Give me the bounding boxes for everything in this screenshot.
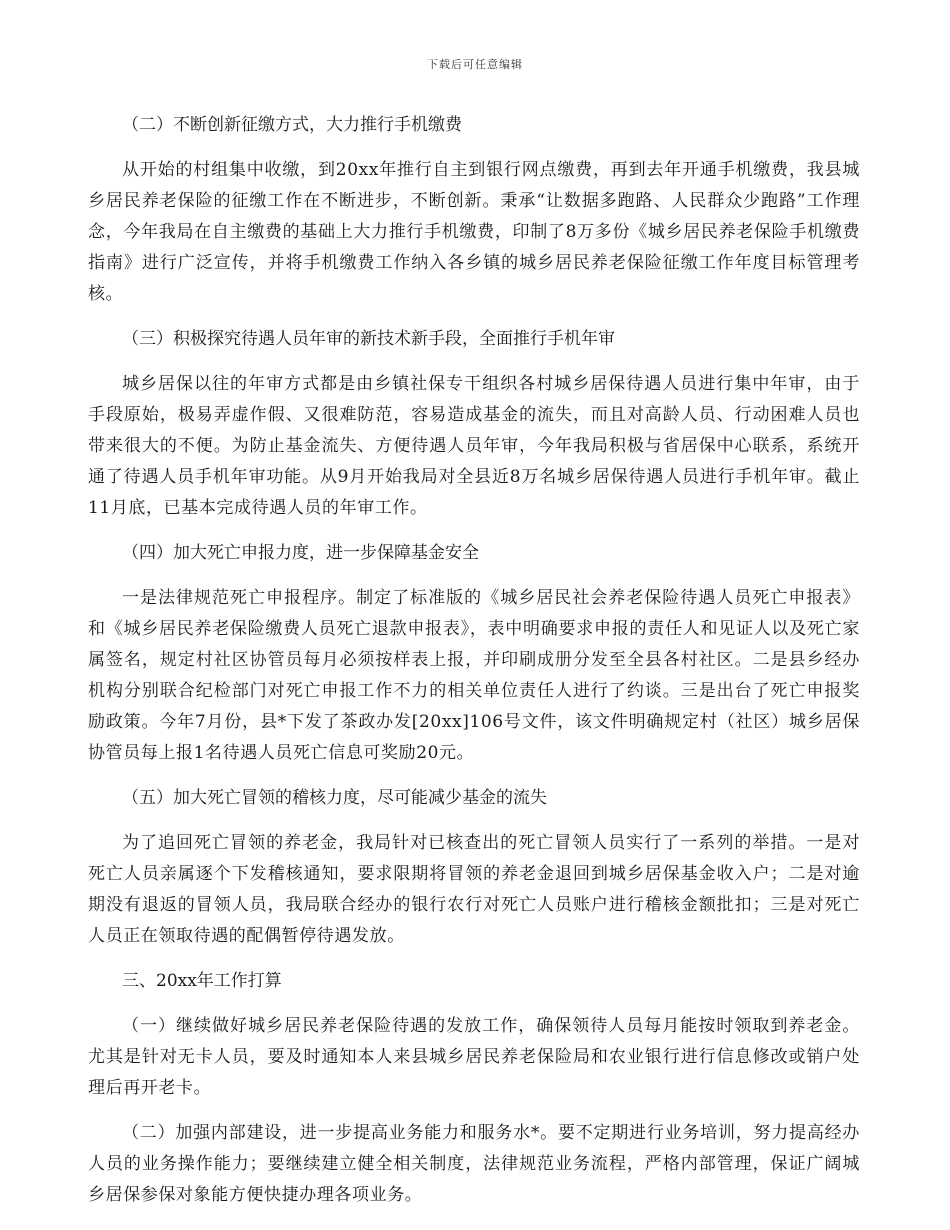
paragraph: （二）加强内部建设，进一步提高业务能力和服务水*。要不定期进行业务培训，努力提高经办人员的业务操作能力；要继续建立健全相关制度，法律规范业务流程，严格内部管理，保证广阔城乡居保参保对象能方便快捷办理各项业务。 xyxy=(88,1123,860,1205)
paragraph: 为了追回死亡冒领的养老金，我局针对已核查出的死亡冒领人员实行了一系列的举措。一是对死亡人员亲属逐个下发稽核通知，要求限期将冒领的养老金退回到城乡居保基金收入户；二是对逾期没有退返的冒领人员，我局联合经办的银行农行对死亡人员账户进行稽核金额批扣；三是对死亡人员正在领取待遇的配偶暂停待遇发放。 xyxy=(88,833,860,946)
section-heading: （二）不断创新征缴方式，大力推行手机缴费 xyxy=(122,115,462,135)
page-header: 下载后可任意编辑 xyxy=(427,58,523,71)
section-heading: （三）积极探究待遇人员年审的新技术新手段，全面推行手机年审 xyxy=(122,329,615,349)
paragraph: （一）继续做好城乡居民养老保险待遇的发放工作，确保领待人员每月能按时领取到养老金。尤其是针对无卡人员，要及时通知本人来县城乡居民养老保险局和农业银行进行信息修改或销户处理后再开老卡。 xyxy=(88,1016,860,1098)
section-heading: （五）加大死亡冒领的稽核力度，尽可能减少基金的流失 xyxy=(122,788,547,808)
section-heading: 三、20xx年工作打算 xyxy=(122,971,282,991)
paragraph: 一是法律规范死亡申报程序。制定了标准版的《城乡居民社会养老保险待遇人员死亡申报表》和《城乡居民养老保险缴费人员死亡退款申报表》，表中明确要求申报的责任人和见证人以及死亡家属签名，规定村社区协管员每月必须按样表上报，并印刷成册分发至全县各村社区。二是县乡经办机构分别联合纪检部门对死亡申报工作不力的相关单位责任人进行了约谈。三是出台了死亡申报奖励政策。今年7月份，县*下发了茶政办发[20xx]106号文件，该文件明确规定村（社区）城乡居保协管员每上报1名待遇人员死亡信息可奖励20元。 xyxy=(88,588,860,763)
paragraph: 城乡居保以往的年审方式都是由乡镇社保专干组织各村城乡居保待遇人员进行集中年审，由于手段原始，极易弄虚作假、又很难防范，容易造成基金的流失，而且对高龄人员、行动困难人员也带来很大的不便。为防止基金流失、方便待遇人员年审，今年我局积极与省居保中心联系，系统开通了待遇人员手机年审功能。从9月开始我局对全县近8万名城乡居保待遇人员进行手机年审。截止11月底，已基本完成待遇人员的年审工作。 xyxy=(88,374,860,518)
document-body xyxy=(88,110,860,1225)
section-heading: （四）加大死亡申报力度，进一步保障基金安全 xyxy=(122,543,479,563)
paragraph: 从开始的村组集中收缴，到20xx年推行自主到银行网点缴费，再到去年开通手机缴费，我县城乡居民养老保险的征缴工作在不断进步，不断创新。秉承“让数据多跑路、人民群众少跑路”工作理念，今年我局在自主缴费的基础上大力推行手机缴费，印制了8万多份《城乡居民养老保险手机缴费指南》进行广泛宣传，并将手机缴费工作纳入各乡镇的城乡居民养老保险征缴工作年度目标管理考核。 xyxy=(88,160,860,304)
